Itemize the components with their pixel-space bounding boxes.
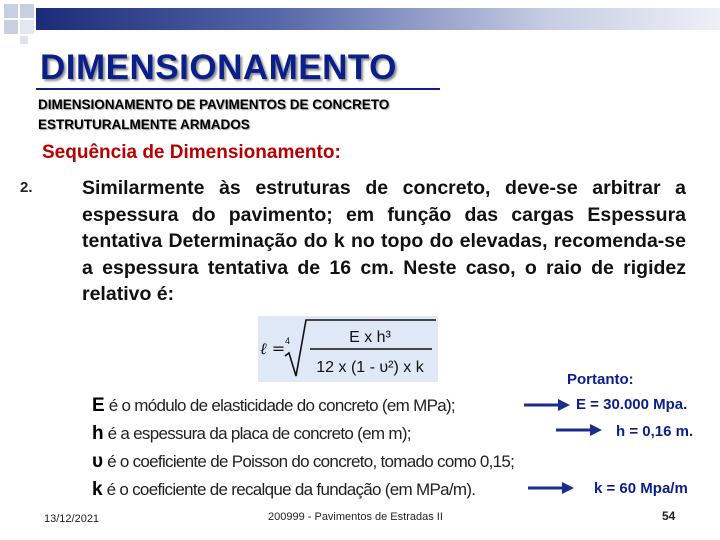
arrow-right-icon bbox=[524, 397, 572, 413]
arrow-right-icon bbox=[528, 480, 576, 496]
corner-square bbox=[20, 36, 28, 44]
result-h: h = 0,16 m. bbox=[616, 423, 694, 440]
stiffness-radius-formula bbox=[258, 316, 438, 382]
title-underline bbox=[36, 88, 440, 90]
list-item-number: 2. bbox=[20, 179, 33, 196]
definition-symbol: E bbox=[92, 395, 105, 416]
definition-text: é a espessura da placa de concreto (em m); bbox=[107, 424, 411, 443]
header-gradient-bar bbox=[36, 8, 720, 30]
definition-item bbox=[92, 476, 514, 504]
arrow-right-icon bbox=[556, 422, 604, 438]
section-heading: Sequência de Dimensionamento: bbox=[42, 142, 341, 163]
definition-list bbox=[92, 392, 514, 504]
formula-root-index: 4 bbox=[285, 336, 291, 346]
corner-square bbox=[20, 20, 34, 34]
footer-course: 200999 - Pavimentos de Estradas II bbox=[268, 511, 443, 523]
result-e: E = 30.000 Mpa. bbox=[576, 396, 688, 413]
definition-item bbox=[92, 420, 514, 448]
definition-symbol: h bbox=[92, 423, 104, 444]
corner-square bbox=[20, 4, 34, 18]
footer-date: 13/12/2021 bbox=[44, 513, 100, 525]
definition-symbol: k bbox=[92, 479, 103, 500]
results-label: Portanto: bbox=[567, 371, 634, 388]
subtitle-line-2: ESTRUTURALMENTE ARMADOS bbox=[38, 117, 250, 132]
definition-item bbox=[92, 392, 514, 420]
subtitle-line-1: DIMENSIONAMENTO DE PAVIMENTOS DE CONCRETO bbox=[38, 97, 390, 112]
slide-subtitle bbox=[38, 95, 389, 135]
corner-square bbox=[4, 4, 18, 18]
formula-denominator: 12 x (1 - υ²) x k bbox=[316, 359, 424, 376]
definition-text: é o coeficiente de Poisson do concreto, tomado como 0,15; bbox=[107, 452, 515, 471]
definition-item bbox=[92, 448, 514, 476]
definition-text: é o coeficiente de recalque da fundação (em MPa/m). bbox=[106, 480, 476, 499]
formula-lhs: ℓ = bbox=[260, 339, 286, 358]
slide-title: DIMENSIONAMENTO bbox=[40, 48, 397, 87]
page-number: 54 bbox=[662, 509, 676, 523]
body-paragraph: Similarmente às estruturas de concreto, deve-se arbitrar a espessura do pavimento; em função das cargas Espessura tentativa Determinação do k no topo do elevadas, recomenda-se a espessura tentativa de 16 cm. Neste caso, o raio de rigidez relativo é: bbox=[82, 177, 686, 305]
definition-text: é o módulo de elasticidade do concreto (em MPa); bbox=[108, 396, 455, 415]
corner-square bbox=[4, 20, 18, 34]
definition-symbol: υ bbox=[92, 451, 104, 472]
formula-numerator: E x h³ bbox=[349, 329, 391, 346]
result-k: k = 60 Mpa/m bbox=[594, 480, 688, 497]
